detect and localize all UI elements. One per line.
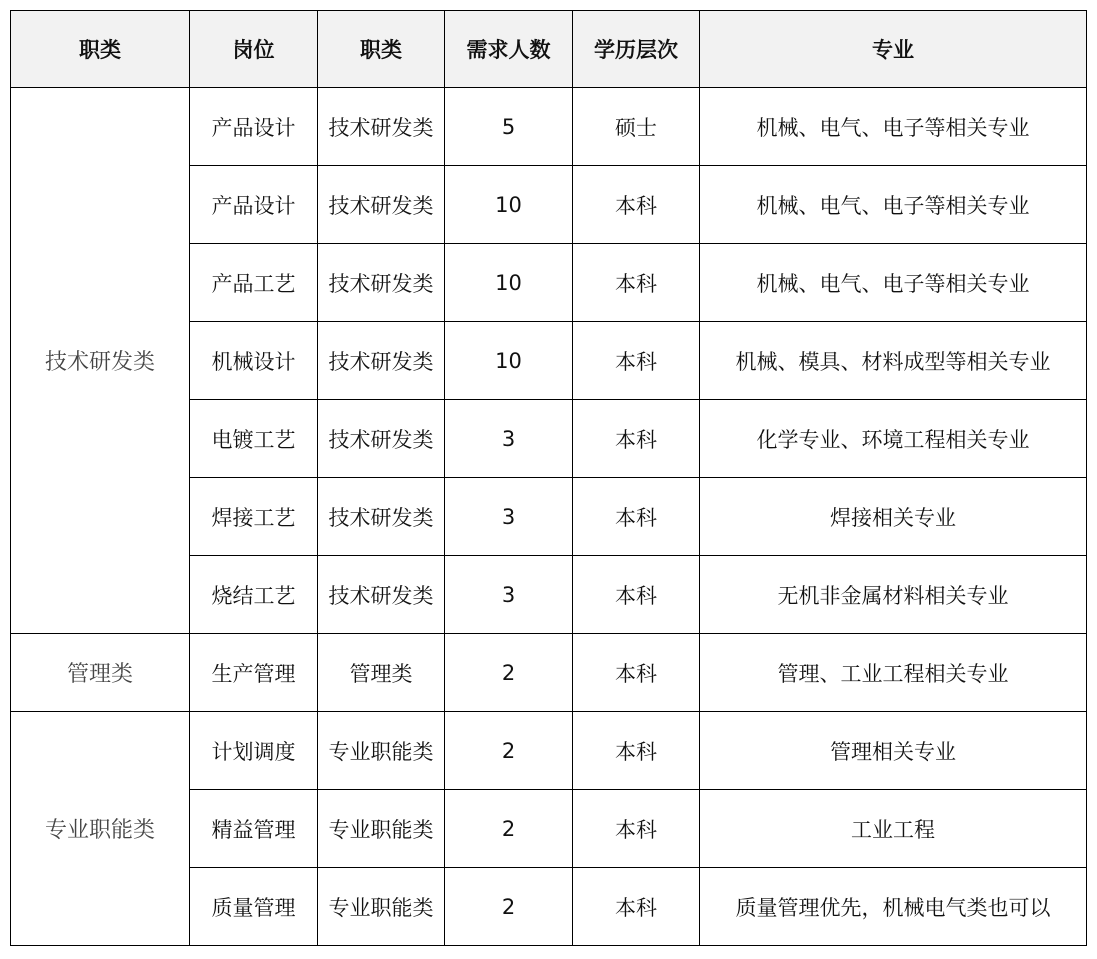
- headcount-cell: 5: [445, 88, 573, 166]
- table-row: [11, 712, 1087, 790]
- category-cell: 技术研发类: [318, 400, 445, 478]
- position-cell: 生产管理: [190, 634, 318, 712]
- position-cell: 计划调度: [190, 712, 318, 790]
- education-cell: 本科: [573, 634, 700, 712]
- position-cell: 烧结工艺: [190, 556, 318, 634]
- position-cell: 焊接工艺: [190, 478, 318, 556]
- headcount-cell: 2: [445, 790, 573, 868]
- category-cell: 专业职能类: [318, 868, 445, 946]
- education-cell: 本科: [573, 712, 700, 790]
- recruitment-table: [10, 10, 1087, 946]
- category-cell: 技术研发类: [318, 556, 445, 634]
- table-row: [11, 88, 1087, 166]
- category-cell: 管理类: [318, 634, 445, 712]
- position-cell: 机械设计: [190, 322, 318, 400]
- position-cell: 电镀工艺: [190, 400, 318, 478]
- category-cell: 技术研发类: [318, 244, 445, 322]
- education-cell: 本科: [573, 244, 700, 322]
- category-cell: 专业职能类: [318, 712, 445, 790]
- education-cell: 本科: [573, 478, 700, 556]
- header-category: 职类: [318, 11, 445, 88]
- headcount-cell: 2: [445, 712, 573, 790]
- position-cell: 产品设计: [190, 166, 318, 244]
- major-cell: 管理、工业工程相关专业: [700, 634, 1087, 712]
- header-row: [11, 11, 1087, 88]
- group-cell: 专业职能类: [11, 712, 190, 946]
- category-cell: 技术研发类: [318, 166, 445, 244]
- category-cell: 技术研发类: [318, 88, 445, 166]
- major-cell: 焊接相关专业: [700, 478, 1087, 556]
- major-cell: 机械、电气、电子等相关专业: [700, 166, 1087, 244]
- major-cell: 质量管理优先，机械电气类也可以: [700, 868, 1087, 946]
- major-cell: 机械、电气、电子等相关专业: [700, 88, 1087, 166]
- education-cell: 本科: [573, 556, 700, 634]
- group-cell: 管理类: [11, 634, 190, 712]
- headcount-cell: 10: [445, 166, 573, 244]
- headcount-cell: 2: [445, 634, 573, 712]
- header-major: 专业: [700, 11, 1087, 88]
- major-cell: 化学专业、环境工程相关专业: [700, 400, 1087, 478]
- position-cell: 质量管理: [190, 868, 318, 946]
- category-cell: 技术研发类: [318, 322, 445, 400]
- headcount-cell: 2: [445, 868, 573, 946]
- table-body: [11, 88, 1087, 946]
- header-group-category: 职类: [11, 11, 190, 88]
- education-cell: 硕士: [573, 88, 700, 166]
- major-cell: 工业工程: [700, 790, 1087, 868]
- headcount-cell: 3: [445, 556, 573, 634]
- category-cell: 专业职能类: [318, 790, 445, 868]
- header-education: 学历层次: [573, 11, 700, 88]
- major-cell: 机械、模具、材料成型等相关专业: [700, 322, 1087, 400]
- major-cell: 管理相关专业: [700, 712, 1087, 790]
- header-headcount: 需求人数: [445, 11, 573, 88]
- education-cell: 本科: [573, 790, 700, 868]
- headcount-cell: 10: [445, 244, 573, 322]
- education-cell: 本科: [573, 166, 700, 244]
- major-cell: 无机非金属材料相关专业: [700, 556, 1087, 634]
- education-cell: 本科: [573, 868, 700, 946]
- position-cell: 产品设计: [190, 88, 318, 166]
- headcount-cell: 10: [445, 322, 573, 400]
- header-position: 岗位: [190, 11, 318, 88]
- table-row: [11, 634, 1087, 712]
- headcount-cell: 3: [445, 400, 573, 478]
- education-cell: 本科: [573, 400, 700, 478]
- education-cell: 本科: [573, 322, 700, 400]
- group-cell: 技术研发类: [11, 88, 190, 634]
- position-cell: 精益管理: [190, 790, 318, 868]
- table-header: [11, 11, 1087, 88]
- major-cell: 机械、电气、电子等相关专业: [700, 244, 1087, 322]
- headcount-cell: 3: [445, 478, 573, 556]
- category-cell: 技术研发类: [318, 478, 445, 556]
- position-cell: 产品工艺: [190, 244, 318, 322]
